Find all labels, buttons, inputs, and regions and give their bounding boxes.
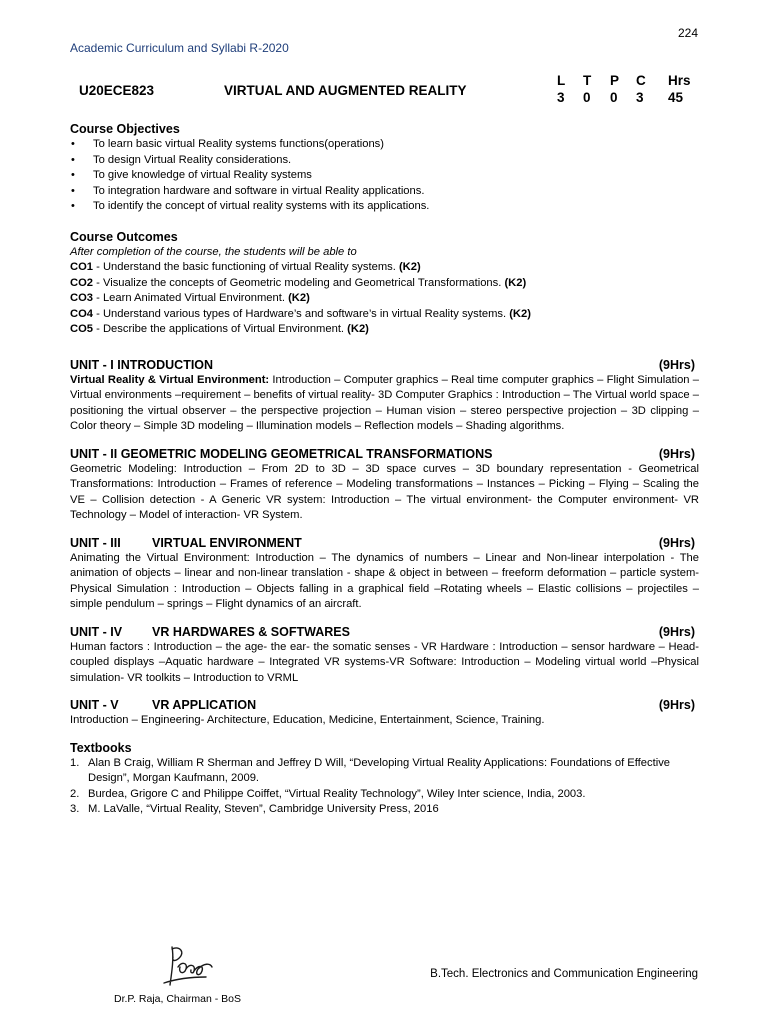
unit-name: GEOMETRIC MODELING GEOMETRICAL TRANSFORMATIONS (117, 446, 493, 461)
credit-value-l: 3 (557, 90, 565, 105)
unit-number: UNIT - II (70, 446, 118, 461)
outcome-text: - Understand various types of Hardware’s and software’s in virtual Reality systems. (93, 307, 507, 320)
outcome-item (70, 307, 699, 323)
credit-header-row (554, 73, 700, 90)
objective-item: • To learn basic virtual Reality systems functions(operations) (70, 137, 699, 153)
outcome-text: - Describe the applications of Virtual Environment. (93, 323, 345, 335)
outcome-item (70, 276, 699, 292)
credit-header-l: L (557, 73, 566, 88)
objective-item: • To design Virtual Reality considerations. (70, 153, 699, 169)
outcome-code: CO3 (70, 292, 94, 304)
document-header: Academic Curriculum and Syllabi R-2020 (70, 41, 289, 55)
unit-hours: (9Hrs) (658, 698, 695, 712)
outcome-item (70, 260, 699, 276)
unit-hours: (9Hrs) (658, 624, 695, 639)
unit-title (70, 446, 492, 462)
unit-number: UNIT - I (70, 357, 114, 372)
unit-title (70, 535, 302, 551)
unit-text: Geometric Modeling: Introduction – From 2D to 3D – 3D space curves – 3D boundary representation - Geometrical Transformations: Introduction – Frames of reference – Modeling transformations – Instances – Picking – Flying – Scaling the VE – Collision detection - A Generic VR system: Introduction – The virtual environment- the Computer environment- VR Technology – Model of interaction- VR System. (70, 462, 699, 521)
objective-item: • To integration hardware and software in virtual Reality applications. (70, 184, 699, 200)
textbook-item (70, 756, 699, 787)
credit-value-row (554, 90, 700, 107)
unit-number: UNIT - III (70, 535, 121, 550)
unit-2 (70, 446, 699, 524)
signature-mark (160, 943, 220, 989)
unit-3 (70, 535, 699, 613)
unit-name: VR HARDWARES & SOFTWARES (152, 624, 350, 639)
unit-title (70, 697, 256, 713)
outcomes-heading: Course Outcomes (70, 229, 178, 244)
textbook-number: 1. (70, 756, 80, 769)
unit-body (70, 551, 699, 613)
unit-5 (70, 697, 699, 729)
page-number: 224 (677, 26, 698, 40)
course-title: VIRTUAL AND AUGMENTED REALITY (224, 83, 467, 98)
textbooks-list (70, 756, 699, 818)
textbook-item (70, 787, 699, 803)
outcome-level: (K2) (501, 276, 527, 289)
outcome-level: (K2) (395, 261, 421, 273)
unit-text: Animating the Virtual Environment: Introduction – The dynamics of numbers – Linear and Non-linear interpolation - The animation of objects – linear and non-linear translation - shape & object in between – freeform deformation – particle system- Physical Simulation : Introduction – Objects falling in a graphical field –Rotating wheels – Elastic collisions – projectiles – simple pendulum – springs – Flight dynamics of an aircraft. (70, 551, 699, 610)
outcome-item (70, 291, 699, 307)
credit-value-hrs: 45 (668, 90, 684, 105)
unit-body (70, 462, 699, 524)
unit-4 (70, 624, 699, 687)
objective-item: • To identify the concept of virtual reality systems with its applications. (70, 199, 699, 215)
outcome-code: CO1 (70, 261, 94, 273)
unit-hours: (9Hrs) (658, 446, 695, 461)
outcome-level: (K2) (506, 307, 531, 320)
outcome-code: CO5 (70, 323, 94, 335)
program-name: B.Tech. Electronics and Communication Engineering (430, 968, 698, 980)
unit-title (70, 357, 213, 373)
signer-name: Dr.P. Raja, Chairman - BoS (114, 993, 242, 1005)
unit-number: UNIT - IV (70, 624, 123, 639)
objectives-list (70, 137, 699, 215)
unit-name: VR APPLICATION (152, 698, 257, 712)
unit-text: Human factors : Introduction – the age- the ear- the somatic senses - VR Hardware : Introduction – sensor hardware – Head-coupled displays –Aquatic hardware – Integrated VR systems-VR Software: Introduction – Modeling virtual world –Physical simulation- VR toolkits – Introduction to VRML (70, 640, 699, 684)
textbook-item (70, 802, 699, 818)
credit-header-c: C (636, 73, 646, 88)
objectives-heading: Course Objectives (70, 122, 180, 136)
unit-name: INTRODUCTION (113, 357, 214, 372)
outcome-item (70, 322, 699, 338)
outcome-code: CO2 (70, 276, 94, 289)
unit-body (70, 640, 699, 687)
syllabus-content (70, 121, 699, 818)
credit-header-p: P (610, 73, 620, 88)
course-title-row (70, 73, 698, 109)
unit-text: Introduction – Computer graphics – Real time computer graphics – Flight Simulation – Virtual environments –requirement – benefits of virtual reality- 3D Computer Graphics : Introduction – The Virtual world space – positioning the virtual observer – the perspective projection – Human vision – stereo perspective projection – 3D clipping – Color theory – Simple 3D modeling – Illumination models – Reflection models – Shading algorithms. (70, 373, 699, 432)
textbook-text: Burdea, Grigore C and Philippe Coiffet, “Virtual Reality Technology”, Wiley Inter science, India, 2003. (88, 787, 586, 800)
outcome-text: - Learn Animated Virtual Environment. (93, 292, 285, 304)
credit-value-c: 3 (636, 90, 644, 105)
outcome-text: - Visualize the concepts of Geometric modeling and Geometrical Transformations. (93, 276, 502, 289)
textbooks-heading: Textbooks (70, 740, 132, 755)
unit-lead-in: Virtual Reality & Virtual Environment: (70, 373, 270, 386)
unit-number: UNIT - V (70, 698, 119, 712)
credit-value-t: 0 (583, 90, 591, 105)
unit-title (70, 624, 350, 640)
objective-item: • To give knowledge of virtual Reality systems (70, 168, 699, 184)
outcome-text: - Understand the basic functioning of virtual Reality systems. (93, 261, 396, 273)
credit-header-t: T (583, 73, 592, 88)
textbook-number: 3. (70, 803, 80, 815)
textbook-text: M. LaValle, “Virtual Reality, Steven”, Cambridge University Press, 2016 (88, 803, 439, 815)
outcome-code: CO4 (70, 307, 94, 320)
unit-body (70, 373, 699, 435)
unit-1 (70, 357, 699, 435)
credit-header-hrs: Hrs (668, 73, 691, 88)
unit-text: Introduction – Engineering- Architecture, Education, Medicine, Entertainment, Science, Training. (70, 714, 545, 726)
credit-table (554, 73, 700, 107)
unit-name: VIRTUAL ENVIRONMENT (152, 535, 302, 550)
unit-hours: (9Hrs) (658, 535, 695, 550)
course-code: U20ECE823 (79, 83, 155, 98)
textbook-number: 2. (70, 787, 80, 800)
outcome-level: (K2) (344, 323, 369, 335)
textbook-text: Alan B Craig, William R Sherman and Jeffrey D Will, “Developing Virtual Reality Applications: Foundations of Effective Design”, Morgan Kaufmann, 2009. (88, 756, 671, 784)
outcomes-intro: After completion of the course, the students will be able to (70, 245, 357, 258)
unit-body (70, 713, 699, 729)
credit-value-p: 0 (610, 90, 618, 105)
outcome-level: (K2) (284, 292, 310, 304)
unit-hours: (9Hrs) (658, 357, 695, 372)
